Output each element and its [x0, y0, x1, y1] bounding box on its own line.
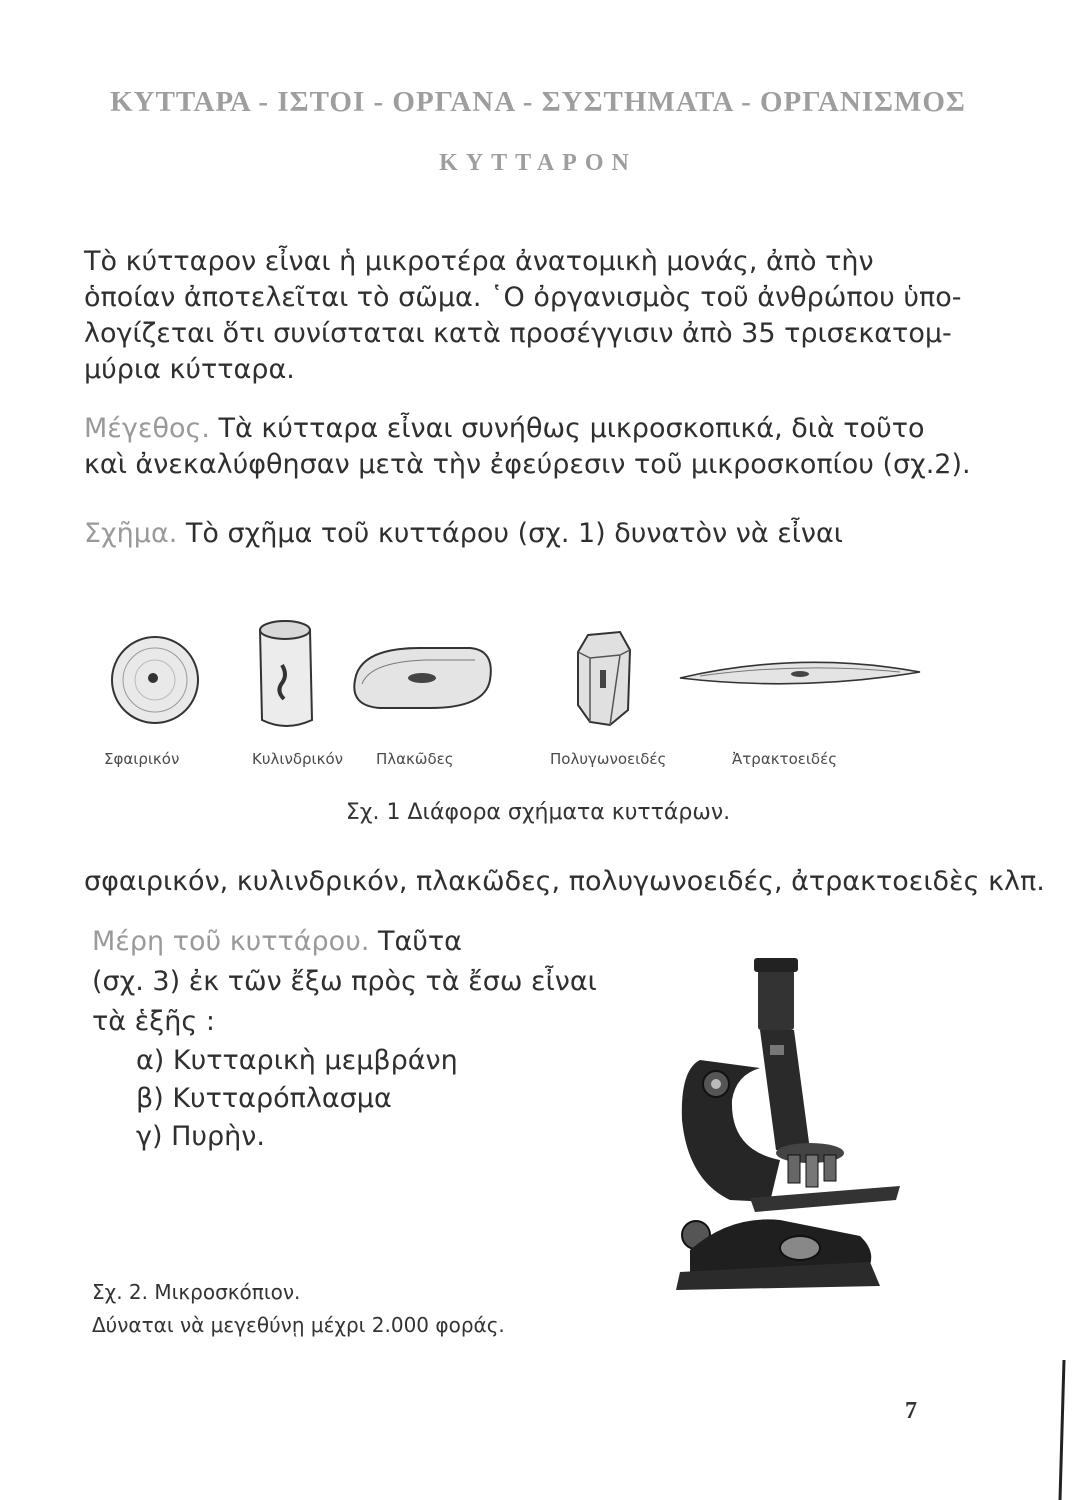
- intro-paragraph: [84, 244, 962, 388]
- figure-2-subcaption: Δύναται νὰ μεγεθύνῃ μέχρι 2.000 φοράς.: [92, 1313, 505, 1337]
- chapter-title: ΚΥΤΤΑΡΑ - ΙΣΤΟΙ - ΟΡΓΑΝΑ - ΣΥΣΤΗΜΑΤΑ - ΟΡΓΑΝΙΣΜΟΣ: [110, 86, 966, 118]
- cell-shapes-figure: [100, 610, 940, 740]
- parts-heading: Μέρη τοῦ κυττάρου.: [92, 926, 370, 957]
- shape-continuation: σφαιρικόν, κυλινδρικόν, πλακῶδες, πολυγωνοειδές, ἀτρακτοειδὲς κλπ.: [84, 866, 1045, 897]
- size-line-2: καὶ ἀνεκαλύφθησαν μετὰ τὴν ἐφεύρεσιν τοῦ μικροσκοπίου (σχ.2).: [84, 449, 971, 480]
- size-heading: Μέγεθος.: [84, 413, 210, 444]
- list-item: β) Κυτταρόπλασμα: [136, 1083, 392, 1114]
- shape-label-cylindrical: Κυλινδρικόν: [252, 750, 344, 768]
- intro-line: ὁποίαν ἀποτελεῖται τὸ σῶμα. ῾Ο ὀργανισμὸς τοῦ ἀνθρώπου ὑπο-: [84, 282, 962, 313]
- cell-parts-list: [136, 1042, 458, 1156]
- scan-edge-mark: [1058, 1360, 1066, 1500]
- intro-line: μύρια κύτταρα.: [84, 354, 295, 385]
- size-line-1: Τὰ κύτταρα εἶναι συνήθως μικροσκοπικά, διὰ τοῦτο: [209, 413, 925, 444]
- parts-line-2: (σχ. 3) ἐκ τῶν ἔξω πρὸς τὰ ἔσω εἶναι: [92, 966, 597, 997]
- shape-heading: Σχῆμα.: [84, 518, 178, 549]
- shape-label-spindle: Ἀτρακτοειδές: [732, 750, 838, 768]
- microscope-illustration: [660, 950, 920, 1300]
- shape-label-polygonal: Πολυγωνοειδές: [550, 750, 667, 768]
- polygonal-cell-illustration: [578, 632, 630, 725]
- list-item: α) Κυτταρικὴ μεμβράνη: [136, 1045, 458, 1076]
- cell-parts-paragraph: [92, 922, 597, 1042]
- figure-1-caption: Σχ. 1 Διάφορα σχήματα κυττάρων.: [345, 800, 731, 825]
- intro-line: λογίζεται ὅτι συνίσταται κατὰ προσέγγισιν ἀπὸ 35 τρισεκατομ-: [84, 318, 952, 349]
- spindle-cell-illustration: [680, 662, 920, 683]
- cylindrical-cell-illustration: [260, 621, 312, 726]
- spherical-cell-illustration: [112, 637, 198, 723]
- section-title: ΚΥΤΤΑΡΟΝ: [439, 150, 637, 176]
- shape-line-1: Τὸ σχῆμα τοῦ κυττάρου (σχ. 1) δυνατὸν νὰ εἶναι: [177, 518, 843, 549]
- shape-label-flat: Πλακῶδες: [376, 750, 454, 768]
- size-paragraph: [84, 411, 971, 483]
- intro-line: Τὸ κύτταρον εἶναι ἡ μικροτέρα ἀνατομικὴ μονάς, ἀπὸ τὴν: [84, 246, 874, 277]
- figure-2-caption: Σχ. 2. Μικροσκόπιον.: [92, 1280, 301, 1304]
- page-number: 7: [905, 1398, 917, 1424]
- flat-cell-illustration: [354, 648, 491, 708]
- shape-paragraph: [84, 516, 954, 552]
- parts-line-3: τὰ ἑξῆς :: [92, 1006, 215, 1037]
- shape-label-spherical: Σφαιρικόν: [104, 750, 180, 768]
- parts-line-1: Ταῦτα: [369, 926, 462, 957]
- list-item: γ) Πυρὴν.: [136, 1121, 265, 1152]
